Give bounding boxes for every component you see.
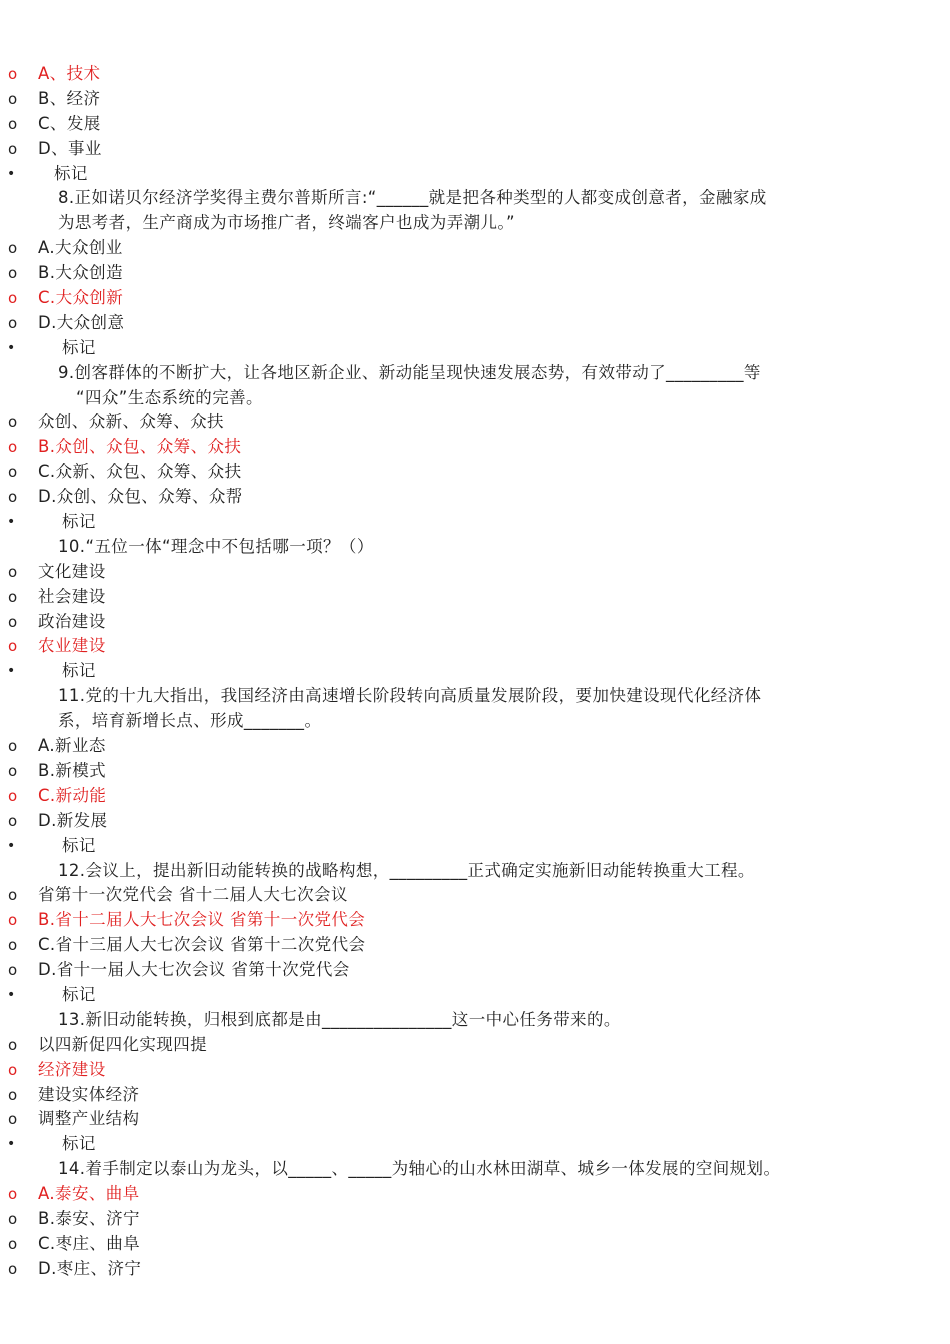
option-text: D.众创、众包、众筹、众帮	[38, 487, 243, 507]
option-row[interactable]	[0, 1207, 950, 1232]
option-row[interactable]	[0, 62, 950, 87]
option-row[interactable]	[0, 610, 950, 635]
option-row[interactable]	[0, 410, 950, 435]
option-bullet: o	[8, 89, 18, 108]
option-text: 社会建设	[38, 586, 106, 606]
option-text-correct: C.新动能	[38, 785, 107, 805]
question-line	[0, 684, 950, 709]
question-line	[0, 859, 950, 884]
option-text: C.众新、众包、众筹、众扶	[38, 462, 242, 482]
option-row[interactable]	[0, 585, 950, 610]
option-row[interactable]	[0, 1107, 950, 1132]
option-text: D、事业	[38, 138, 102, 158]
question-text: 13.新旧动能转换，归根到底都是由_______________这一中心任务带来的。	[58, 1009, 621, 1029]
option-text: C.省十三届人大七次会议 省第十二次党代会	[38, 935, 366, 955]
option-text: B、经济	[38, 88, 101, 108]
option-bullet: o	[8, 737, 18, 756]
option-bullet: o	[8, 886, 18, 905]
question-line	[0, 186, 950, 211]
mark-row[interactable]	[0, 336, 950, 361]
option-text: D.大众创意	[38, 312, 125, 332]
option-bullet: o	[8, 1060, 18, 1079]
option-text: 以四新促四化实现四提	[38, 1034, 207, 1054]
mark-bullet: •	[7, 837, 16, 854]
mark-row[interactable]	[0, 510, 950, 535]
option-text-correct: 经济建设	[38, 1059, 106, 1079]
mark-label[interactable]: 标记	[62, 512, 96, 532]
option-row[interactable]	[0, 560, 950, 585]
option-bullet: o	[8, 1209, 18, 1228]
mark-bullet: •	[7, 1136, 16, 1153]
option-row[interactable]	[0, 809, 950, 834]
question-line	[0, 386, 950, 411]
option-row[interactable]	[0, 137, 950, 162]
option-text: 调整产业结构	[38, 1109, 140, 1129]
option-bullet: o	[8, 637, 18, 656]
option-text: 政治建设	[38, 611, 106, 631]
option-bullet: o	[8, 562, 18, 581]
option-bullet: o	[8, 811, 18, 830]
option-text: B.泰安、济宁	[38, 1208, 140, 1228]
mark-bullet: •	[7, 165, 16, 182]
option-text: 众创、众新、众筹、众扶	[38, 412, 224, 432]
mark-bullet: •	[7, 986, 16, 1003]
option-text-correct: C.大众创新	[38, 288, 124, 308]
option-bullet: o	[8, 1259, 18, 1278]
option-row[interactable]	[0, 87, 950, 112]
option-text: C、发展	[38, 113, 101, 133]
option-bullet: o	[8, 911, 18, 930]
mark-row[interactable]	[0, 659, 950, 684]
mark-row[interactable]	[0, 1132, 950, 1157]
option-bullet: o	[8, 289, 18, 308]
question-text: 11.党的十九大指出，我国经济由高速增长阶段转向高质量发展阶段，要加快建设现代化经济体	[58, 686, 762, 706]
option-row[interactable]	[0, 933, 950, 958]
mark-bullet: •	[7, 663, 16, 680]
option-row[interactable]	[0, 1033, 950, 1058]
option-row[interactable]	[0, 1083, 950, 1108]
option-row[interactable]	[0, 759, 950, 784]
option-bullet: o	[8, 438, 18, 457]
option-bullet: o	[8, 961, 18, 980]
option-text: C.枣庄、曲阜	[38, 1233, 141, 1253]
mark-row[interactable]	[0, 834, 950, 859]
option-bullet: o	[8, 587, 18, 606]
question-text-cont: 为思考者，生产商成为市场推广者，终端客户也成为弄潮儿。”	[58, 213, 515, 233]
option-row[interactable]	[0, 435, 950, 460]
question-text-cont: 系，培育新增长点、形成_______。	[58, 711, 322, 731]
option-text-correct: 农业建设	[38, 636, 106, 656]
option-row[interactable]	[0, 1182, 950, 1207]
option-bullet: o	[8, 488, 18, 507]
option-text: A.大众创业	[38, 238, 123, 258]
question-text: 12.会议上，提出新旧动能转换的战略构想，_________正式确定实施新旧动能转换重大工程。	[58, 860, 755, 880]
option-bullet: o	[8, 139, 18, 158]
option-text-correct: A.泰安、曲阜	[38, 1184, 140, 1204]
mark-label[interactable]: 标记	[62, 984, 96, 1004]
option-text-correct: B.众创、众包、众筹、众扶	[38, 437, 242, 457]
option-bullet: o	[8, 65, 18, 83]
option-bullet: o	[8, 936, 18, 955]
option-text-correct: A、技术	[38, 64, 101, 83]
question-line	[0, 1008, 950, 1033]
option-bullet: o	[8, 612, 18, 631]
option-row[interactable]	[0, 734, 950, 759]
question-text: 10.“五位一体“理念中不包括哪一项？（）	[58, 536, 374, 556]
mark-row[interactable]	[0, 162, 950, 187]
option-row[interactable]	[0, 958, 950, 983]
option-text: D.省十一届人大七次会议 省第十次党代会	[38, 960, 350, 980]
option-bullet: o	[8, 761, 18, 780]
option-row[interactable]	[0, 1257, 950, 1282]
option-row[interactable]	[0, 460, 950, 485]
option-bullet: o	[8, 786, 18, 805]
option-bullet: o	[8, 1035, 18, 1054]
mark-label[interactable]: 标记	[62, 337, 96, 357]
option-text: 建设实体经济	[38, 1084, 140, 1104]
option-row[interactable]	[0, 1058, 950, 1083]
mark-label[interactable]: 标记	[62, 835, 96, 855]
option-row[interactable]	[0, 908, 950, 933]
mark-label[interactable]: 标记	[54, 163, 88, 183]
option-row[interactable]	[0, 112, 950, 137]
option-row[interactable]	[0, 286, 950, 311]
option-text: D.枣庄、济宁	[38, 1258, 142, 1278]
option-row[interactable]	[0, 485, 950, 510]
option-bullet: o	[8, 463, 18, 482]
option-bullet: o	[8, 1110, 18, 1129]
question-text: 8.正如诺贝尔经济学奖得主费尔普斯所言:“______就是把各种类型的人都变成创意者，金融家成	[58, 188, 767, 208]
option-text: D.新发展	[38, 810, 108, 830]
option-text: B.新模式	[38, 760, 107, 780]
option-bullet: o	[8, 1085, 18, 1104]
mark-label[interactable]: 标记	[62, 661, 96, 681]
mark-bullet: •	[7, 514, 16, 531]
quiz-document	[0, 62, 950, 1282]
option-bullet: o	[8, 1234, 18, 1253]
option-text: A.新业态	[38, 736, 106, 756]
option-bullet: o	[8, 114, 18, 133]
option-row[interactable]	[0, 311, 950, 336]
question-line	[0, 1157, 950, 1182]
mark-bullet: •	[7, 339, 16, 356]
question-text: 9.创客群体的不断扩大，让各地区新企业、新动能呈现快速发展态势，有效带动了_________等	[58, 362, 761, 382]
option-text: 文化建设	[38, 561, 106, 581]
option-bullet: o	[8, 264, 18, 283]
option-row[interactable]	[0, 1232, 950, 1257]
question-line	[0, 535, 950, 560]
option-bullet: o	[8, 239, 18, 258]
option-bullet: o	[8, 1185, 18, 1204]
question-text: 14.着手制定以泰山为龙头，以_____、_____为轴心的山水林田湖草、城乡一体发展的空间规划。	[58, 1159, 781, 1179]
option-bullet: o	[8, 313, 18, 332]
question-line	[0, 211, 950, 236]
option-text-correct: B.省十二届人大七次会议 省第十一次党代会	[38, 910, 366, 930]
question-text-cont: “四众”生态系统的完善。	[76, 387, 263, 407]
mark-label[interactable]: 标记	[62, 1134, 96, 1154]
option-row[interactable]	[0, 634, 950, 659]
option-row[interactable]	[0, 261, 950, 286]
option-row[interactable]	[0, 236, 950, 261]
question-line	[0, 709, 950, 734]
option-text: B.大众创造	[38, 263, 123, 283]
option-row[interactable]	[0, 784, 950, 809]
question-line	[0, 361, 950, 386]
option-bullet: o	[8, 413, 18, 432]
option-row[interactable]	[0, 883, 950, 908]
mark-row[interactable]	[0, 983, 950, 1008]
option-text: 省第十一次党代会 省十二届人大七次会议	[38, 885, 348, 905]
